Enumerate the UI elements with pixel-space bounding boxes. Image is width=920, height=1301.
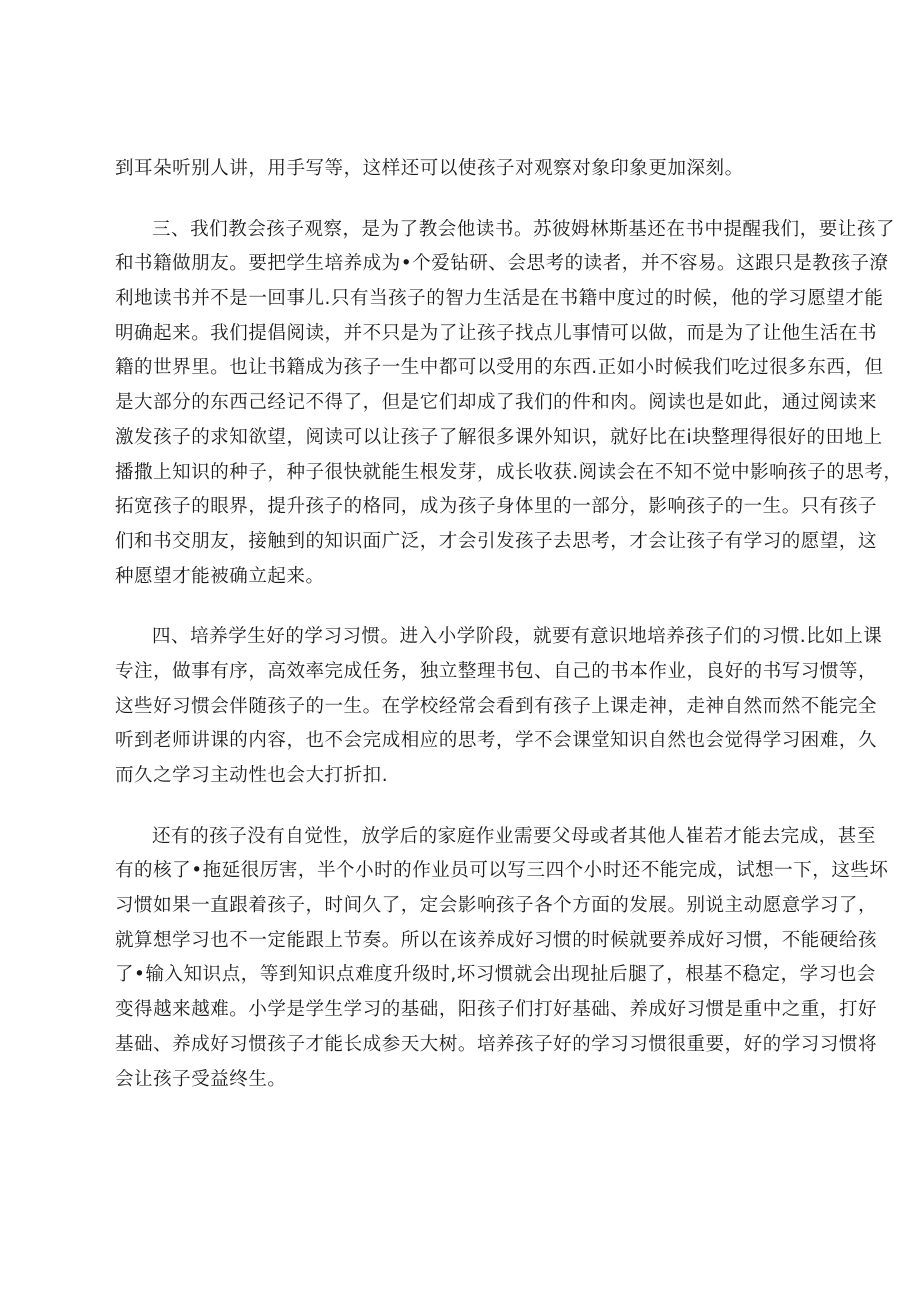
text-line: 四、培养学生好的学习习惯。进入小学阶段，就要有意识地培养孩子们的习惯.比如上课 (152, 626, 883, 648)
paragraph-gap (115, 794, 805, 820)
text-line: 拓宽孩子的眼界，提升孩子的格同，成为孩子身体里的一部分，影响孩子的一生。只有孩子 (115, 496, 878, 518)
text-line: 到耳朵听别人讲，用手写等，这样还可以使孩子对观察对象印象更加深刻。 (115, 158, 744, 179)
text-line: 有的核了•拖延很厉害，半个小时的作业员可以写三四个小时还不能完成，试想一下，这些坏 (115, 860, 889, 882)
paragraph-habits (115, 620, 883, 793)
text-line: 听到老师讲课的内容，也不会完成相应的思考，学不会课堂知识自然也会觉得学习困难，久 (115, 730, 878, 752)
paragraph-gap (115, 594, 805, 620)
text-line: 激发孩子的求知欲望，阅读可以让孩子了解很多课外知识，就好比在i块整理得很好的田地上 (115, 426, 883, 448)
text-line: 了•输入知识点，等到知识点难度升级时,坏习惯就会出现扯后腿了，根基不稳定，学习也会 (115, 964, 876, 986)
text-line: 和书籍做朋友。要把学生培养成为•个爱钻研、会思考的读者，并不容易。这跟只是教孩子潦 (115, 253, 889, 275)
text-line: 还有的孩子没有自觉性，放学后的家庭作业需要父母或者其他人崔若才能去完成，甚至 (152, 825, 876, 847)
paragraph-gap (115, 187, 805, 213)
text-line: 而久之学习主动性也会大打折扣. (115, 765, 389, 786)
text-line: 变得越来越难。小学是学生学习的基础，阳孩子们打好基础、养成好习惯是重中之重，打好 (115, 999, 878, 1021)
text-line: 这些好习惯会伴随孩子的一生。在学校经常会看到有孩子上课走神，走神自然而然不能完全 (115, 695, 878, 717)
text-line: 播撒上知识的种子，种子很快就能生根发芽，成长收获.阅读会在不知不觉中影响孩子的思考， (115, 461, 903, 483)
text-line: 籍的世界里。也让书籍成为孩子一生中都可以受用的东西.正如小时候我们吃过很多东西，但 (115, 357, 884, 379)
text-line: 三、我们教会孩子观察，是为了教会他读书。苏彼姆林斯基还在书中提醒我们，要让孩了 (152, 218, 895, 240)
paragraph-reading (115, 213, 903, 595)
text-line: 就算想学习也不一定能跟上节奏。所以在该养成好习惯的时候就要养成好习惯，不能硬给孩 (115, 929, 878, 951)
text-line: 是大部分的东西己经记不得了，但是它们却成了我们的件和肉。阅读也是如此，通过阅读来 (115, 392, 878, 414)
text-line: 基础、养成好习惯孩子才能长成参天大树。培养孩子好的学习习惯很重要，好的学习习惯将 (115, 1033, 878, 1055)
text-line: 们和书交朋友，接触到的知识面广泛，才会引发孩子去思考，才会让孩子有学习的愿望，这 (115, 530, 878, 552)
text-line: 利地读书并不是一回事儿.只有当孩子的智力生活是在书籍中度过的时候，他的学习愿望才能 (115, 288, 884, 310)
text-line: 种愿望才能被确立起来。 (115, 565, 325, 587)
text-line: 专注，做事有序，高效率完成任务，独立整理书包、自己的书本作业，良好的书写习惯等， (115, 660, 878, 682)
text-line: 明确起来。我们提倡阅读，并不只是为了让孩子找点儿事情可以做，而是为了让他生活在书 (115, 322, 878, 344)
paragraph-self-discipline (115, 820, 889, 1098)
document-body (115, 152, 903, 1097)
paragraph-observation-end (115, 152, 805, 187)
text-line: 会让孩子受益终生。 (115, 1068, 287, 1090)
text-line: 习惯如果一直跟着孩子，时间久了，定会影响孩子各个方面的发展。别说主动愿意学习了， (115, 895, 878, 917)
